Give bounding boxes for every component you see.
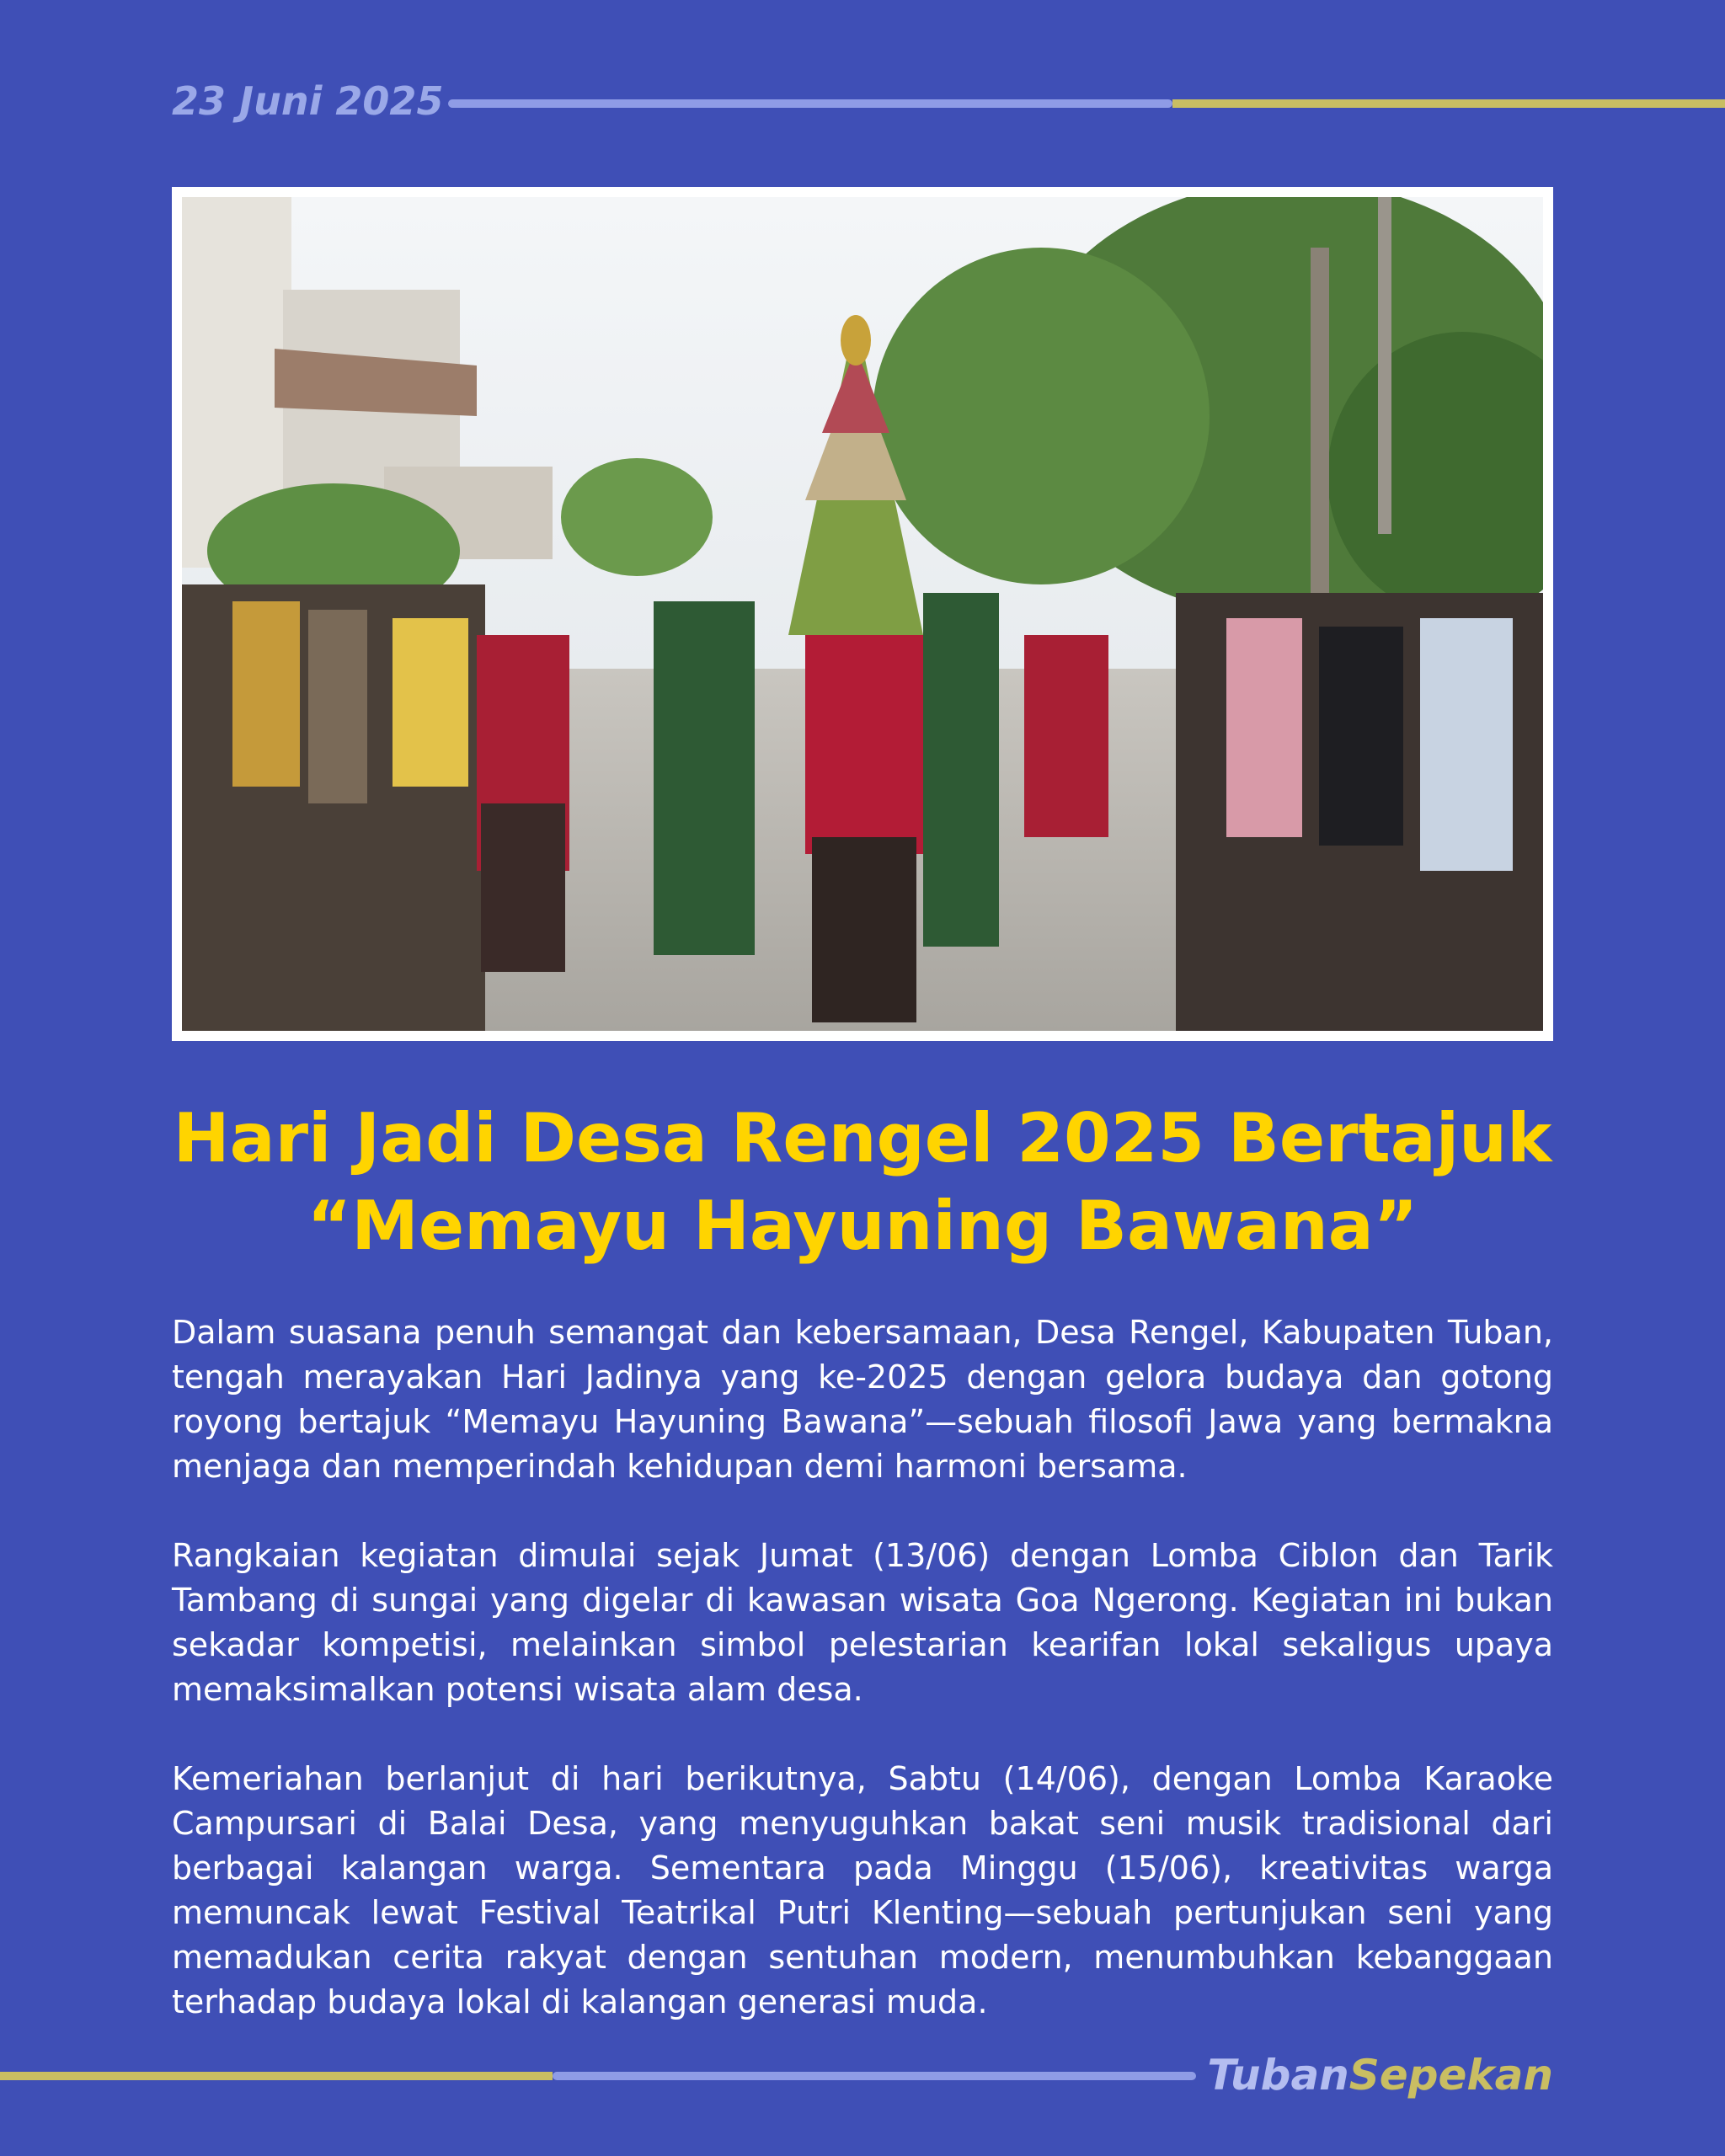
article-paragraph-1: Dalam suasana penuh semangat dan kebersamaan, Desa Rengel, Kabupaten Tuban, tengah merayakan Hari Jadinya yang ke-2025 dengan gelora budaya dan gotong royong bertajuk “Memayu Hayuning Bawana”—sebuah filosofi Jawa yang bermakna menjaga dan memperindah kehidupan demi harmoni bersama. bbox=[172, 1314, 1553, 1485]
header-divider-gold bbox=[1172, 99, 1725, 108]
brand-logo bbox=[1207, 2048, 1553, 2102]
header-divider-blue bbox=[448, 99, 1172, 108]
footer-divider-blue bbox=[553, 2072, 1196, 2080]
article-title-line-1: Hari Jadi Desa Rengel 2025 Bertajuk bbox=[173, 1099, 1552, 1177]
article-body bbox=[172, 1310, 1553, 2069]
article-title-line-2: “Memayu Hayuning Bawana” bbox=[307, 1187, 1418, 1265]
article-photo bbox=[182, 197, 1543, 1031]
brand-name-part-1: Tuban bbox=[1207, 2051, 1349, 2100]
article-paragraph-2: Rangkaian kegiatan dimulai sejak Jumat (13/06) dengan Lomba Ciblon dan Tarik Tambang di sungai yang digelar di kawasan wisata Goa Ngerong. Kegiatan ini bukan sekadar kompetisi, melainkan simbol pelestarian kearifan lokal sekaligus upaya memaksimalkan potensi wisata alam desa. bbox=[172, 1537, 1553, 1708]
footer-divider-gold bbox=[0, 2072, 553, 2080]
publish-date: 23 Juni 2025 bbox=[172, 78, 444, 124]
article-title bbox=[172, 1095, 1553, 1270]
brand-name-part-2: Sepekan bbox=[1348, 2051, 1553, 2100]
article-photo-frame bbox=[172, 187, 1553, 1041]
article-paragraph-3: Kemeriahan berlanjut di hari berikutnya, Sabtu (14/06), dengan Lomba Karaoke Campursari di Balai Desa, yang menyuguhkan bakat seni musik tradisional dari berbagai kalangan warga. Sementara pada Minggu (15/06), kreativitas warga memuncak lewat Festival Teatrikal Putri Klenting—sebuah pertunjukan seni yang memadukan cerita rakyat dengan sentuhan modern, menumbuhkan kebanggaan terhadap budaya lokal di kalangan generasi muda. bbox=[172, 1760, 1553, 2020]
